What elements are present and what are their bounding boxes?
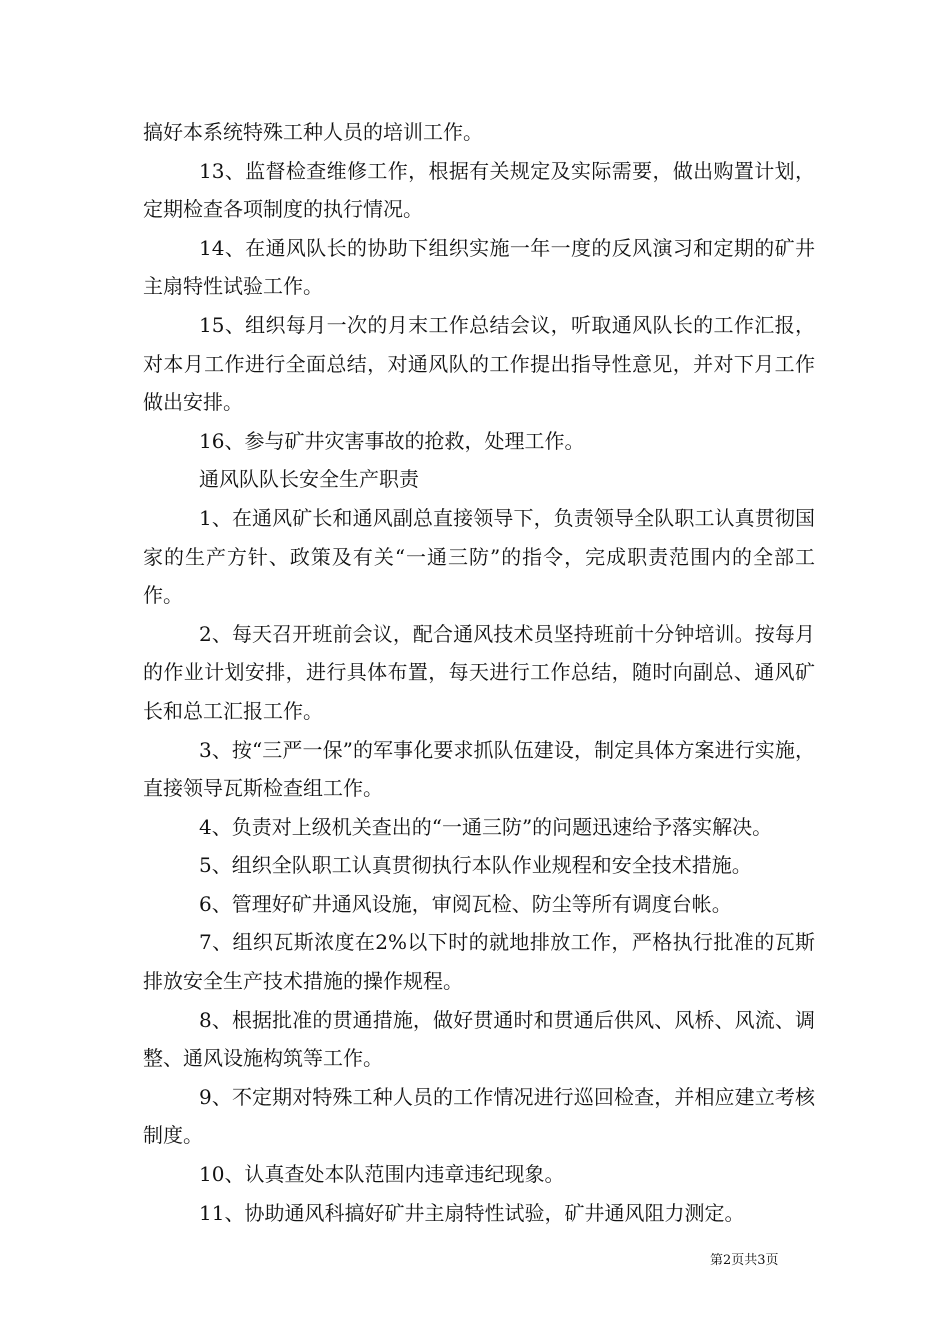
document-body bbox=[143, 113, 815, 1232]
paragraph-3: 14、在通风队长的协助下组织实施一年一度的反风演习和定期的矿井主扇特性试验工作。 bbox=[143, 235, 815, 299]
paragraph-8: 2、每天召开班前会议，配合通风技术员坚持班前十分钟培训。按每月的作业计划安排，进行具体布置，每天进行工作总结，随时向副总、通风矿长和总工汇报工作。 bbox=[143, 621, 815, 723]
paragraph-11: 5、组织全队职工认真贯彻执行本队作业规程和安全技术措施。 bbox=[199, 853, 752, 878]
page-number: 第2页共3页 bbox=[710, 1253, 779, 1268]
paragraph-15: 9、不定期对特殊工种人员的工作情况进行巡回检查，并相应建立考核制度。 bbox=[143, 1084, 815, 1148]
paragraph-2: 13、监督检查维修工作，根据有关规定及实际需要，做出购置计划，定期检查各项制度的执行情况。 bbox=[143, 158, 815, 222]
paragraph-5: 16、参与矿井灾害事故的抢救，处理工作。 bbox=[199, 428, 585, 453]
paragraph-1: 搞好本系统特殊工种人员的培训工作。 bbox=[143, 120, 483, 144]
paragraph-14: 8、根据批准的贯通措施，做好贯通时和贯通后供风、风桥、风流、调整、通风设施构筑等工作。 bbox=[143, 1007, 815, 1071]
section-heading: 通风队队长安全生产职责 bbox=[199, 467, 419, 492]
paragraph-9: 3、按“三严一保”的军事化要求抓队伍建设，制定具体方案进行实施，直接领导瓦斯检查组工作。 bbox=[143, 737, 815, 801]
paragraph-17: 11、协助通风科搞好矿井主扇特性试验，矿井通风阻力测定。 bbox=[199, 1200, 745, 1225]
paragraph-16: 10、认真查处本队范围内违章违纪现象。 bbox=[199, 1162, 565, 1187]
paragraph-10: 4、负责对上级机关查出的“一通三防”的问题迅速给予落实解决。 bbox=[199, 814, 773, 839]
paragraph-12: 6、管理好矿井通风设施，审阅瓦检、防尘等所有调度台帐。 bbox=[199, 891, 732, 916]
paragraph-7: 1、在通风矿长和通风副总直接领导下，负责领导全队职工认真贯彻国家的生产方针、政策及有关“一通三防”的指令，完成职责范围内的全部工作。 bbox=[143, 505, 815, 608]
paragraph-4: 15、组织每月一次的月末工作总结会议，听取通风队长的工作汇报，对本月工作进行全面总结，对通风队的工作提出指导性意见，并对下月工作做出安排。 bbox=[143, 312, 815, 415]
paragraph-13: 7、组织瓦斯浓度在2%以下时的就地排放工作，严格执行批准的瓦斯排放安全生产技术措施的操作规程。 bbox=[143, 930, 815, 994]
